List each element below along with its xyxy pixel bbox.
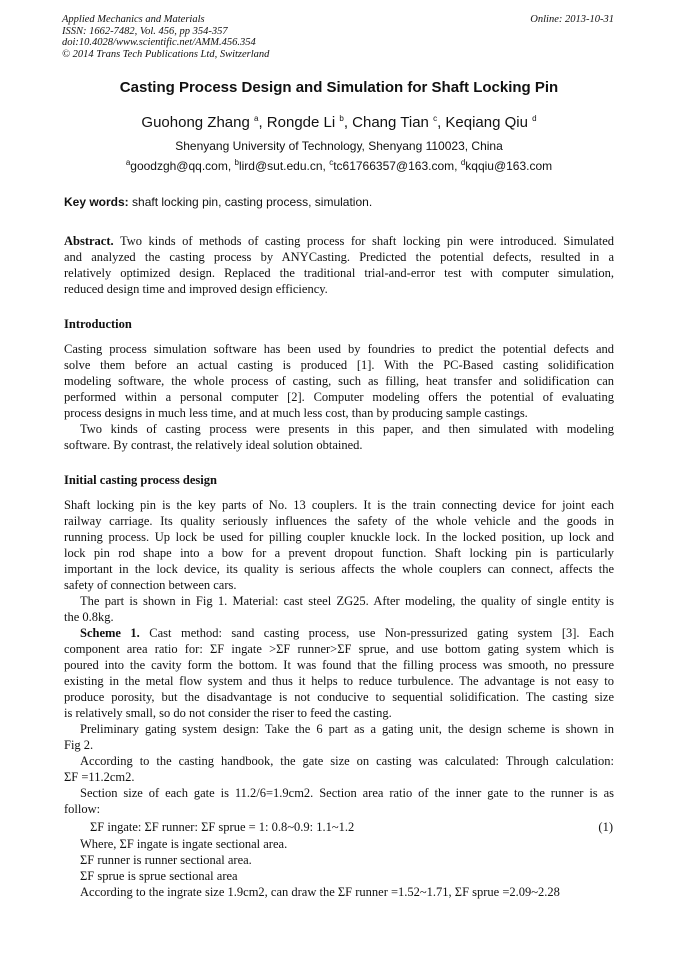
- author-name: Keqiang Qiu: [445, 114, 528, 131]
- email-mark: b: [234, 158, 239, 167]
- abstract: [64, 233, 614, 297]
- text-line: Scheme 1. Cast method: sand casting process, use Non-pressurized gating system [3]. Each: [80, 626, 614, 640]
- text-line: Casting process simulation software has been used by foundries to predict the potential defects and: [64, 342, 614, 356]
- author-mark: a: [254, 114, 259, 123]
- text-line: Preliminary gating system design: Take the 6 part as a gating unit, the design scheme is shown in: [80, 722, 614, 736]
- author-name: Rongde Li: [266, 114, 336, 131]
- email-mark: c: [329, 158, 334, 167]
- text-line: Shaft locking pin is the key parts of No. 13 couplers. It is the train connecting device for joint each: [64, 498, 614, 512]
- email-link[interactable]: tc61766357@163.com: [333, 159, 455, 173]
- affiliation: Shenyang University of Technology, Shenyang 110023, China: [175, 139, 503, 153]
- abstract-line: relatively optimized design. Replaced the traditional trial-and-error test with computer simulation,: [64, 266, 614, 280]
- text-line: component area ratio for: ΣF ingate >ΣF runner>ΣF sprue, and use bottom gating system which is: [64, 642, 614, 656]
- text-line: is relatively small, so do not consider the riser to feed the casting.: [64, 706, 392, 720]
- text-line: process designs in much less time, and at much less cost, than by producing sample castings.: [64, 406, 528, 420]
- email-mark: a: [125, 158, 131, 167]
- author-name: Guohong Zhang: [141, 114, 250, 131]
- equation-number: (1): [598, 820, 613, 834]
- journal-header: [62, 14, 269, 60]
- email-mark: d: [460, 158, 466, 167]
- section-heading-introduction: Introduction: [64, 317, 132, 331]
- section-heading-initial-design: Initial casting process design: [64, 473, 217, 487]
- equation-1: ΣF ingate: ΣF runner: ΣF sprue = 1: 0.8~0.9: 1.1~1.2: [90, 820, 355, 834]
- text-line: According to the ingrate size 1.9cm2, can draw the ΣF runner =1.52~1.71, ΣF sprue =2.09~2.28: [80, 885, 560, 899]
- author-mark: c: [433, 114, 438, 123]
- email-list: $^a$goodzgh@qq.com, $^b$lird@sut.edu.cn, $^c$tc61766357@163.com, $^d$kqqiu@163.com: [125, 158, 553, 173]
- author-list: Guohong Zhang $^a$, Rongde Li $^b$, Chang Tian $^c$, Keqiang Qiu $^d$: [141, 114, 537, 131]
- text-line: running process. Up lock be used for pilling coupler knuckle lock. In the locked position, up lock and: [64, 530, 614, 544]
- author-mark: b: [339, 114, 344, 123]
- abstract-line: reduced design time and improved design efficiency.: [64, 282, 328, 296]
- text-line: Fig 2.: [64, 738, 94, 752]
- text-line: ΣF =11.2cm2.: [64, 770, 135, 784]
- abstract-label: Abstract.: [64, 234, 114, 248]
- text-line: important in the lock device, its quality is serious affects the whole couplers can connect, affects the: [64, 562, 614, 576]
- journal-name: Applied Mechanics and Materials: [62, 14, 205, 25]
- keywords-label: Key words:: [64, 195, 129, 209]
- text-line: According to the casting handbook, the gate size on casting was calculated: Through calculation:: [80, 754, 614, 768]
- text-line: poured into the cavity form the bottom. It was found that the filling process was smooth, no pressure: [64, 658, 614, 672]
- text-line: Where, ΣF ingate is ingate sectional area.: [80, 837, 288, 851]
- introduction-body: [64, 341, 614, 453]
- text-line: follow:: [64, 802, 101, 816]
- equation-definitions: [64, 836, 614, 900]
- text-line: Section size of each gate is 11.2/6=1.9cm2. Section area ratio of the inner gate to the runner is as: [80, 786, 614, 800]
- text-line: lock pin rod shape into a bow for a prevent dropout function. Shaft locking pin is particularly: [64, 546, 614, 560]
- text-line: ΣF sprue is sprue sectional area: [80, 869, 238, 883]
- text-line: Two kinds of casting process were presents in this paper, and then simulated with modeling: [80, 422, 614, 436]
- scheme-label: Scheme 1.: [80, 626, 140, 640]
- text-line: the 0.8kg.: [64, 610, 114, 624]
- doi: doi:10.4028/www.scientific.net/AMM.456.354: [62, 37, 256, 48]
- text-line: solve them before an actual casting is produced [1]. With the PC-Based casting solidification: [64, 358, 614, 372]
- email-link[interactable]: goodzgh@qq.com: [130, 159, 228, 173]
- text-line: existing in the metal flow system and thus it helps to reduce turbulence. The advantage is not easy to: [64, 674, 614, 688]
- text-line: railway carriage. Its quality seriously influences the safety of the whole vehicle and the goods in: [64, 514, 614, 528]
- keywords-text: shaft locking pin, casting process, simulation.: [132, 195, 373, 209]
- copyright: © 2014 Trans Tech Publications Ltd, Switzerland: [62, 48, 270, 60]
- abstract-line: Abstract. Two kinds of methods of casting process for shaft locking pin were introduced. Simulated: [64, 234, 614, 248]
- text-line: produce porosity, but the disadvantage is not conducive to sequential solidification. The casting size: [64, 690, 614, 704]
- abstract-line: and analyzed the casting process by ANYCasting. Predicted the potential defects, resulted in a: [64, 250, 614, 264]
- text-line: performed within a personal computer [2]. Computer modeling offers the potential of evaluating: [64, 390, 614, 404]
- text-line: ΣF runner is runner sectional area.: [80, 853, 252, 867]
- issn: ISSN: 1662-7482, Vol. 456, pp 354-357: [62, 25, 228, 37]
- text-line: safety of connection between cars.: [64, 578, 237, 592]
- keywords: [64, 195, 372, 209]
- text-line: software. By contrast, the relatively ideal solution obtained.: [64, 438, 363, 452]
- text-line: modeling software, the whole process of casting, such as filling, heat transfer and solidification can: [64, 374, 614, 388]
- author-mark: d: [532, 114, 537, 123]
- email-link[interactable]: kqqiu@163.com: [465, 159, 553, 173]
- paper-title: Casting Process Design and Simulation for Shaft Locking Pin: [119, 79, 559, 96]
- text-line: The part is shown in Fig 1. Material: cast steel ZG25. After modeling, the quality of single entity is: [80, 594, 614, 608]
- author-name: Chang Tian: [352, 114, 429, 131]
- initial-design-body: [64, 497, 614, 817]
- email-link[interactable]: lird@sut.edu.cn: [238, 159, 323, 173]
- online-date: Online: 2013-10-31: [530, 14, 614, 25]
